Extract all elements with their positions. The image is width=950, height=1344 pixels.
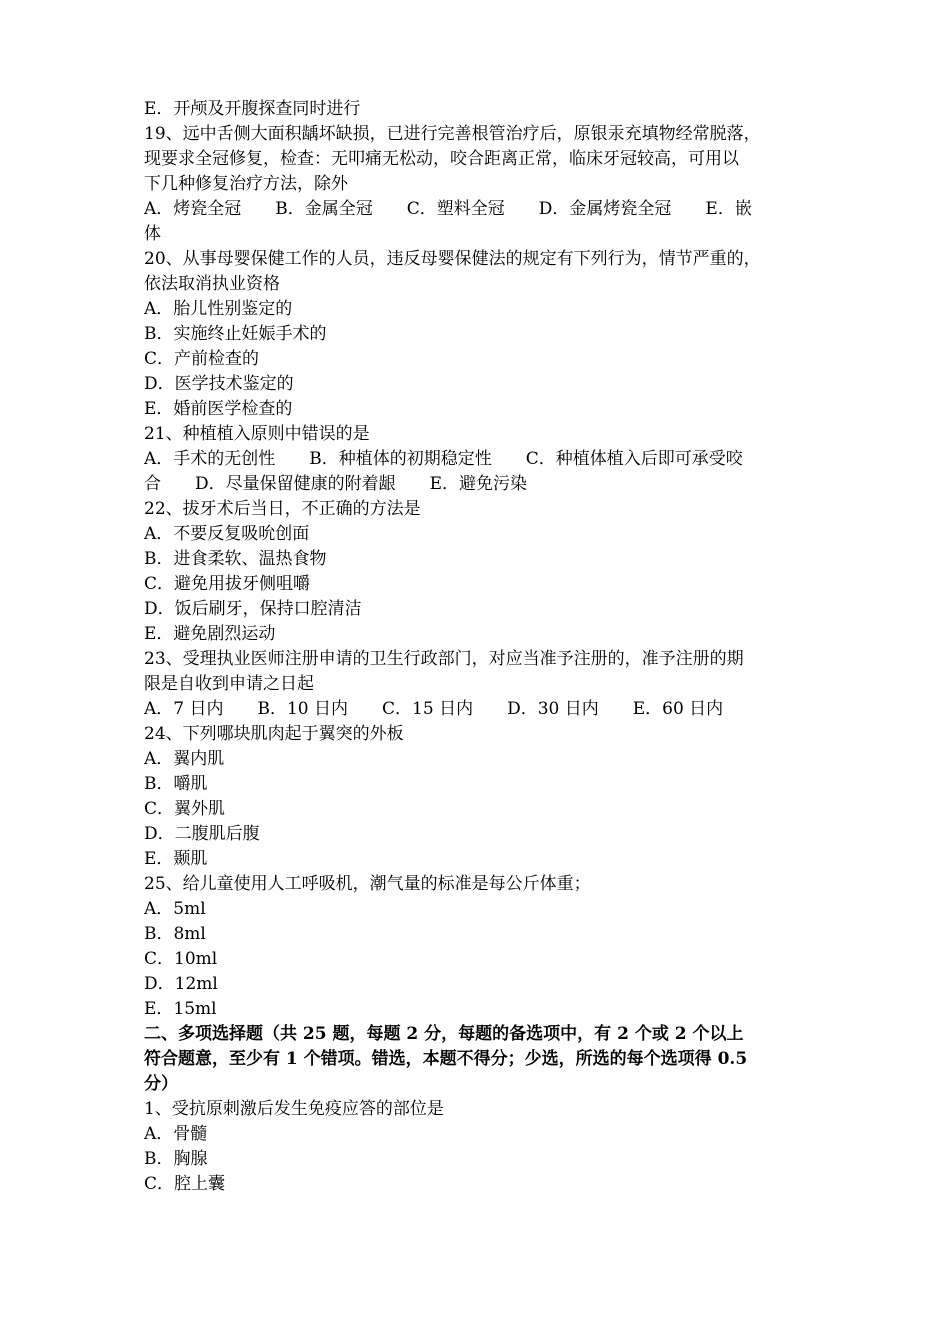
option-c-q20: C．产前检查的 (144, 349, 260, 369)
question-23-line-2: 限是自收到申请之日起 (144, 674, 314, 694)
option-a-q22: A．不要反复吸吮创面 (144, 524, 310, 544)
multi-question-1: 1、受抗原刺激后发生免疫应答的部位是 (144, 1099, 444, 1119)
option-d-q22: D．饭后刷牙，保持口腔清洁 (144, 599, 362, 619)
option-c-q22: C．避免用拔牙侧咀嚼 (144, 574, 311, 594)
question-22: 22、拔牙术后当日，不正确的方法是 (144, 499, 421, 519)
option-b-q24: B．嚼肌 (144, 774, 208, 794)
document-body (144, 97, 814, 1197)
option-a-q25: A．5ml (144, 899, 206, 919)
option-b-q22: B．进食柔软、温热食物 (144, 549, 327, 569)
option-e-q22: E．避免剧烈运动 (144, 624, 276, 644)
option-e-q18: E．开颅及开腹探查同时进行 (144, 99, 361, 119)
question-23-options: A．7 日内 B．10 日内 C．15 日内 D．30 日内 E．60 日内 (144, 699, 724, 719)
option-d-q25: D．12ml (144, 974, 218, 994)
option-b-mq1: B．胸腺 (144, 1149, 208, 1169)
option-c-q25: C．10ml (144, 949, 218, 969)
question-20-line-1: 20、从事母婴保健工作的人员，违反母婴保健法的规定有下列行为，情节严重的， (144, 249, 761, 269)
question-25: 25、给儿童使用人工呼吸机，潮气量的标准是每公斤体重； (144, 874, 591, 894)
option-c-q24: C．翼外肌 (144, 799, 226, 819)
option-a-q24: A．翼内肌 (144, 749, 225, 769)
question-19-line-3: 下几种修复治疗方法，除外 (144, 174, 348, 194)
option-e-q20: E．婚前医学检查的 (144, 399, 293, 419)
question-23-line-1: 23、受理执业医师注册申请的卫生行政部门，对应当准予注册的，准予注册的期 (144, 649, 744, 669)
question-20-line-2: 依法取消执业资格 (144, 274, 280, 294)
question-24: 24、下列哪块肌肉起于翼突的外板 (144, 724, 404, 744)
option-d-q20: D．医学技术鉴定的 (144, 374, 294, 394)
question-21-options-line-1: A．手术的无创性 B．种植体的初期稳定性 C．种植体植入后即可承受咬 (144, 449, 743, 469)
question-19-options-line-2: 体 (144, 224, 161, 244)
option-e-q25: E．15ml (144, 999, 217, 1019)
question-21: 21、种植植入原则中错误的是 (144, 424, 370, 444)
option-a-mq1: A．骨髓 (144, 1124, 208, 1144)
question-19-options-line-1: A．烤瓷全冠 B．金属全冠 C．塑料全冠 D．金属烤瓷全冠 E．嵌 (144, 199, 752, 219)
option-c-mq1: C．腔上囊 (144, 1174, 226, 1194)
section-heading-line-2: 符合题意，至少有 1 个错项。错选，本题不得分；少选，所选的每个选项得 0.5 (144, 1049, 748, 1069)
section-heading-line-3: 分） (144, 1074, 178, 1094)
question-21-options-line-2: 合 D．尽量保留健康的附着龈 E．避免污染 (144, 474, 528, 494)
option-b-q25: B．8ml (144, 924, 206, 944)
option-e-q24: E．颞肌 (144, 849, 208, 869)
option-b-q20: B．实施终止妊娠手术的 (144, 324, 327, 344)
option-d-q24: D．二腹肌后腹 (144, 824, 260, 844)
question-19-line-2: 现要求全冠修复，检查：无叩痛无松动，咬合距离正常，临床牙冠较高，可用以 (144, 149, 739, 169)
section-heading-line-1: 二、多项选择题（共 25 题，每题 2 分，每题的备选项中，有 2 个或 2 个以上 (144, 1024, 744, 1044)
question-19-line-1: 19、远中舌侧大面积龋坏缺损，已进行完善根管治疗后，原银汞充填物经常脱落， (144, 124, 761, 144)
option-a-q20: A．胎儿性别鉴定的 (144, 299, 293, 319)
